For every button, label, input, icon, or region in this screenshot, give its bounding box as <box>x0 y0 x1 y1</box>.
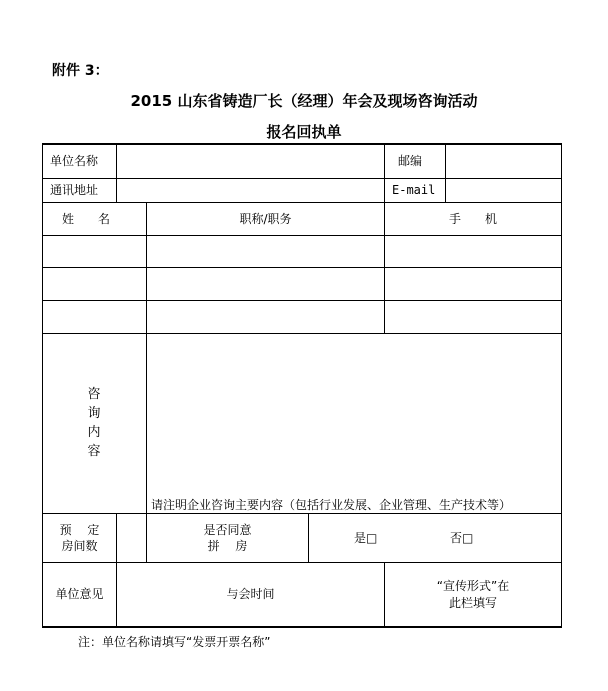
promo-format-note: “宣传形式”在 此栏填写 <box>436 579 510 610</box>
attachment-label: 附件 3： <box>52 63 109 79</box>
person-3-title-field[interactable] <box>147 301 384 333</box>
postcode-label: 邮编 <box>398 153 423 168</box>
share-room-no-checkbox[interactable]: 否□ <box>450 530 474 545</box>
title-column-header: 职称/职务 <box>239 211 292 226</box>
address-label: 通讯地址 <box>50 183 99 198</box>
person-3-mobile-field[interactable] <box>385 301 561 333</box>
meeting-time-label: 与会时间 <box>226 587 275 602</box>
consult-hint: 请注明企业咨询主要内容（包括行业发展、企业管理、生产技术等） <box>151 498 512 512</box>
postcode-field[interactable] <box>446 144 561 178</box>
unit-name-label: 单位名称 <box>50 153 99 168</box>
person-3-name-field[interactable] <box>43 301 146 333</box>
share-room-yes-checkbox[interactable]: 是□ <box>354 530 378 545</box>
email-label: E-mail <box>392 183 436 198</box>
unit-opinion-label: 单位意见 <box>55 587 104 602</box>
consult-content-field[interactable] <box>147 334 561 494</box>
address-field[interactable] <box>117 179 384 202</box>
rooms-count-field[interactable] <box>117 514 146 562</box>
footer-note: 注：单位名称请填写“发票开票名称” <box>78 635 271 649</box>
document-title: 2015 山东省铸造厂长（经理）年会及现场咨询活动 <box>130 92 478 110</box>
person-2-mobile-field[interactable] <box>385 268 561 300</box>
form-title: 报名回执单 <box>266 123 342 141</box>
email-field[interactable] <box>446 179 561 202</box>
person-1-mobile-field[interactable] <box>385 236 561 267</box>
rooms-label: 预 定 房间数 <box>59 522 100 553</box>
person-1-title-field[interactable] <box>147 236 384 267</box>
mobile-column-header: 手 机 <box>448 211 497 226</box>
unit-name-field[interactable] <box>117 144 384 178</box>
consult-content-label: 咨 询 内 容 <box>87 387 101 459</box>
person-2-name-field[interactable] <box>43 268 146 300</box>
name-column-header: 姓 名 <box>62 211 111 226</box>
share-room-label: 是否同意 拼 房 <box>203 522 252 553</box>
person-1-name-field[interactable] <box>43 236 146 267</box>
person-2-title-field[interactable] <box>147 268 384 300</box>
